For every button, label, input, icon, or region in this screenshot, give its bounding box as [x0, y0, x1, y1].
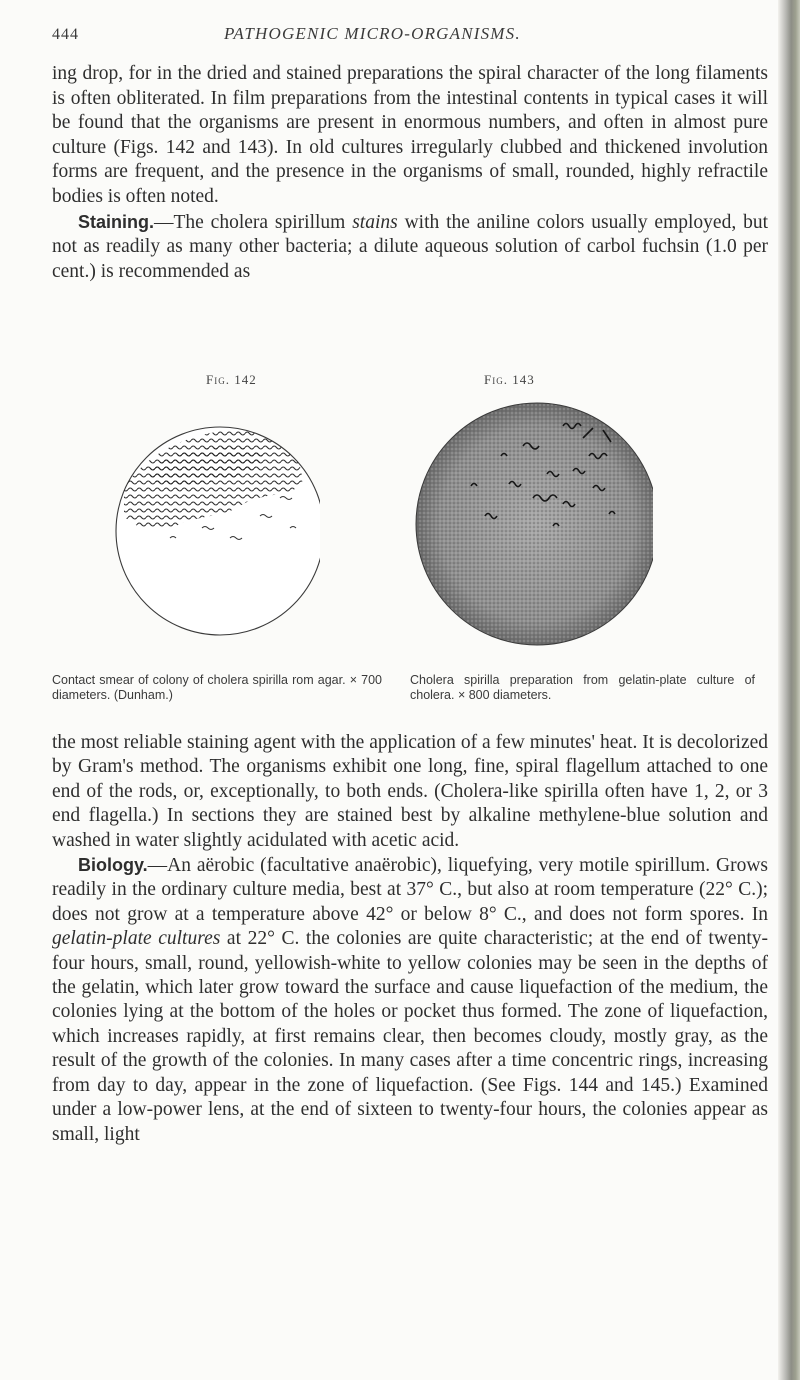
running-title: PATHOGENIC MICRO-ORGANISMS.	[224, 24, 521, 43]
scanned-page-edge	[778, 0, 800, 1380]
biology-text-italic: gelatin-plate cultures	[52, 928, 221, 950]
top-text-block	[52, 62, 768, 284]
biology-text-b: at 22° C. the colonies are quite characteristic; at the end of twenty-four hours, small, round, yellowish-white to yellow colonies may be seen in the depths of the gelatin, which later grow toward the surface and cause liquefaction of the medium, the colonies lying at the bottom of the holes or pocket thus formed. The zone of liquefaction, which increases rapidly, at first remains clear, then becomes cloudy, mostly gray, as the result of the growth of the colonies. In many cases after a time concentric rings, increasing from day to day, appear in the zone of liquefaction. (See Figs. 144 and 145.) Examined under a low-power lens, at the end of sixteen to twenty-four hours, the colonies appear as small, light	[52, 928, 768, 1145]
figure-143-illustration	[413, 386, 653, 664]
staining-heading: Staining.	[78, 211, 154, 232]
running-head	[52, 22, 692, 50]
figure-143-caption: Cholera spirilla preparation from gelatin-plate culture of cholera. × 800 diameters.	[410, 673, 755, 702]
paragraph-hanging-drop: ing drop, for in the dried and stained preparations the spiral character of the long filaments is often obliterated. In film preparations from the intestinal contents in typical cases it will be found that the organisms are present in enormous numbers, and often in almost pure culture (Figs. 142 and 143). In old cultures irregularly clubbed and thickened involution forms are frequent, and the presence in the organisms of small, rounded, highly refractile bodies is often noted.	[52, 63, 768, 207]
staining-text-a: —The cholera spirillum	[154, 211, 353, 233]
bottom-text-block	[52, 731, 768, 1147]
paragraph-staining	[52, 210, 768, 285]
figure-142-caption: Contact smear of colony of cholera spirilla rom agar. × 700 diameters. (Dunham.)	[52, 673, 382, 702]
page-number: 444	[52, 26, 79, 43]
paragraph-staining-continued: the most reliable staining agent with the application of a few minutes' heat. It is decolorized by Gram's method. The organisms exhibit one long, fine, spiral flagellum attached to one end of the rods, or, exceptionally, to both ends. (Cholera-like spirilla often have 1, 2, or 3 end flagella.) In sections they are stained best by alkaline methylene-blue solution and washed in water slightly acidulated with acetic acid.	[52, 732, 768, 851]
biology-heading: Biology.	[78, 855, 148, 876]
staining-text-b: with the aniline colors usually employed, but not as readily as many other bacteria; a dilute aqueous solution of carbol fuchsin (1.0 per cent.) is recommended as	[52, 211, 768, 282]
paragraph-biology	[52, 853, 768, 1147]
biology-text-a: —An aërobic (facultative anaërobic), liquefying, very motile spirillum. Grows readily in the ordinary culture media, best at 37° C., but also at room temperature (22° C.); does not grow at a temperature above 42° or below 8° C., and does not form spores. In	[52, 855, 768, 925]
figure-143-label: Fig. 143	[484, 372, 535, 387]
staining-text-italic: stains	[352, 211, 398, 233]
figure-142-label: Fig. 142	[206, 372, 257, 387]
figure-142-illustration	[110, 388, 320, 668]
